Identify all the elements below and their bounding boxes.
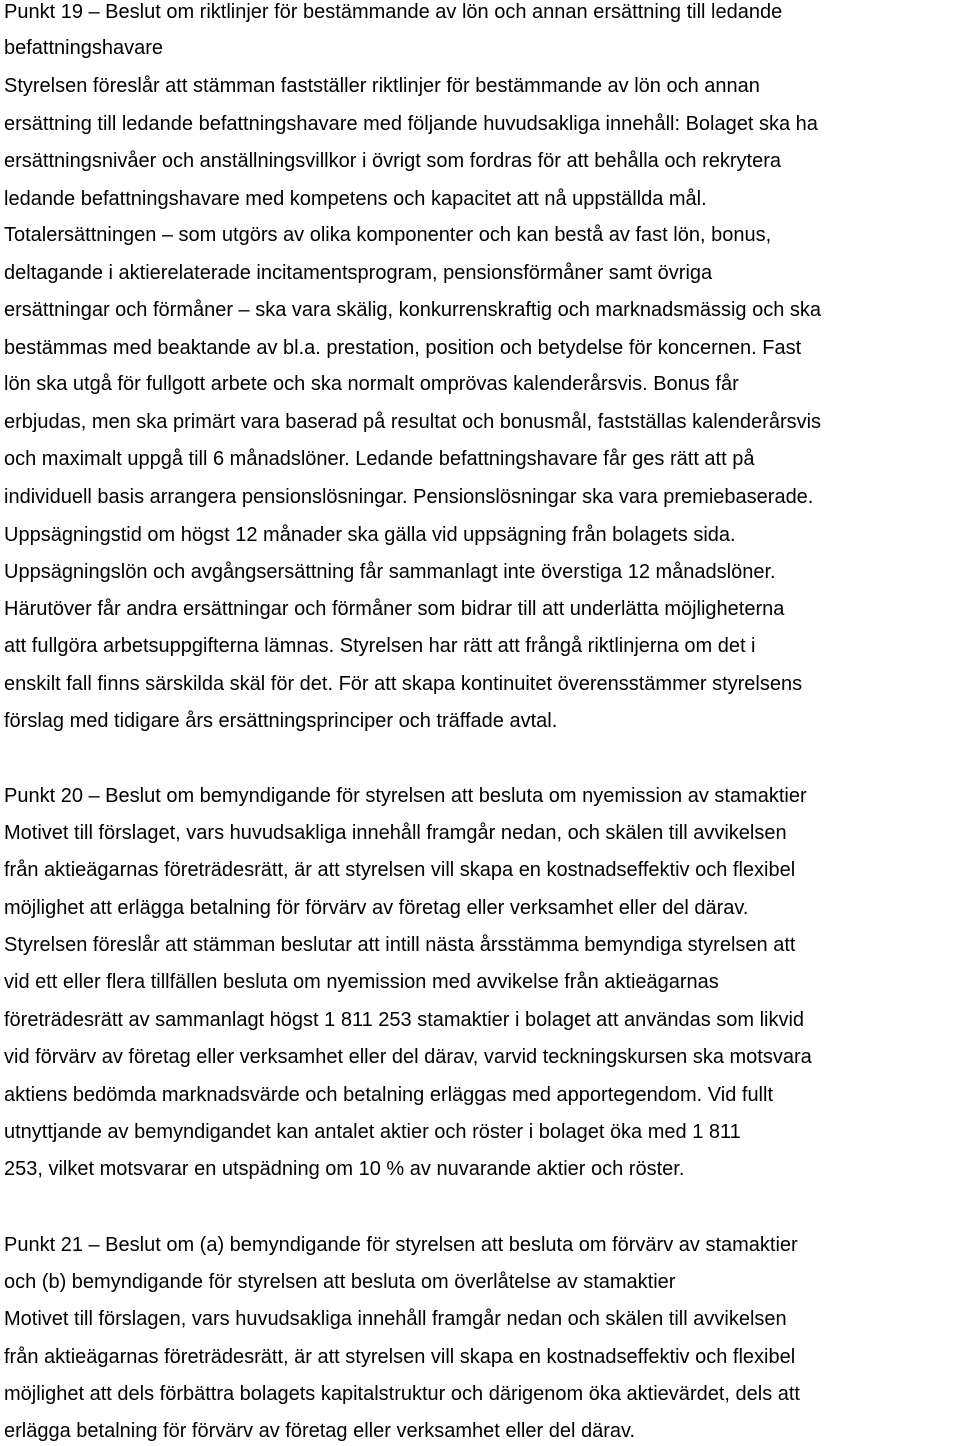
section-heading-line: Punkt 21 – Beslut om (a) bemyndigande för styrelsen att besluta om förvärv av stamaktier [4,1234,798,1256]
paragraph-line: bestämmas med beaktande av bl.a. prestation, position och betydelse för koncernen. Fast [4,337,802,359]
paragraph-line: utnyttjande av bemyndigandet kan antalet aktier och röster i bolaget öka med 1 811 [4,1121,741,1143]
paragraph-line: Härutöver får andra ersättningar och förmåner som bidrar till att underlätta möjligheterna [4,598,785,620]
paragraph-line: deltagande i aktierelaterade incitamentsprogram, pensionsförmåner samt övriga [4,262,713,284]
paragraph-line: Uppsägningstid om högst 12 månader ska gälla vid uppsägning från bolagets sida. [4,524,736,546]
paragraph-line: 253, vilket motsvarar en utspädning om 10 % av nuvarande aktier och röster. [4,1158,685,1180]
paragraph-line: vid ett eller flera tillfällen besluta om nyemission med avvikelse från aktieägarnas [4,971,719,993]
paragraph-line: ledande befattningshavare med kompetens och kapacitet att nå uppställda mål. [4,188,707,210]
paragraph-line: Styrelsen föreslår att stämman fastställer riktlinjer för bestämmande av lön och annan [4,75,760,97]
paragraph-line: Motivet till förslaget, vars huvudsakliga innehåll framgår nedan, och skälen till avvikelsen [4,822,787,844]
paragraph-line: möjlighet att erlägga betalning för förvärv av företag eller verksamhet eller del därav. [4,897,749,919]
paragraph-line: Totalersättningen – som utgörs av olika komponenter och kan bestå av fast lön, bonus, [4,224,772,246]
paragraph-line: från aktieägarnas företrädesrätt, är att styrelsen vill skapa en kostnadseffektiv och flexibel [4,859,796,881]
paragraph-line: Styrelsen föreslår att stämman beslutar att intill nästa årsstämma bemyndiga styrelsen att [4,934,796,956]
paragraph-line: företrädesrätt av sammanlagt högst 1 811 253 stamaktier i bolaget att användas som likvid [4,1009,805,1031]
paragraph-line: individuell basis arrangera pensionslösningar. Pensionslösningar ska vara premiebaserade. [4,486,814,508]
section-heading-line: och (b) bemyndigande för styrelsen att besluta om överlåtelse av stamaktier [4,1271,676,1293]
paragraph-line: och maximalt uppgå till 6 månadslöner. Ledande befattningshavare får ges rätt att på [4,448,755,470]
paragraph-line: lön ska utgå för fullgott arbete och ska normalt omprövas kalenderårsvis. Bonus får [4,373,739,395]
paragraph-line: vid förvärv av företag eller verksamhet eller del därav, varvid teckningskursen ska motsvara [4,1046,812,1068]
paragraph-line: erbjudas, men ska primärt vara baserad på resultat och bonusmål, fastställas kalenderårsvis [4,411,822,433]
paragraph-line: erlägga betalning för förvärv av företag eller verksamhet eller del därav. [4,1420,636,1442]
section-heading-line: befattningshavare [4,37,164,59]
paragraph-line: aktiens bedömda marknadsvärde och betalning erläggas med apportegendom. Vid fullt [4,1084,774,1106]
paragraph-line: ersättning till ledande befattningshavare med följande huvudsakliga innehåll: Bolaget ska ha [4,113,818,135]
paragraph-line: ersättningar och förmåner – ska vara skälig, konkurrenskraftig och marknadsmässig och ska [4,299,822,321]
paragraph-line: möjlighet att dels förbättra bolagets kapitalstruktur och därigenom öka aktievärdet, dels att [4,1383,800,1405]
paragraph-line: enskilt fall finns särskilda skäl för det. För att skapa kontinuitet överensstämmer styrelsens [4,673,803,695]
paragraph-line: ersättningsnivåer och anställningsvillkor i övrigt som fordras för att behålla och rekrytera [4,150,782,172]
paragraph-line: Motivet till förslagen, vars huvudsakliga innehåll framgår nedan och skälen till avvikelsen [4,1308,787,1330]
section-heading-line: Punkt 20 – Beslut om bemyndigande för styrelsen att besluta om nyemission av stamaktier [4,785,807,807]
section-heading-line: Punkt 19 – Beslut om riktlinjer för bestämmande av lön och annan ersättning till ledande [4,1,783,23]
paragraph-line: att fullgöra arbetsuppgifterna lämnas. Styrelsen har rätt att frångå riktlinjerna om det i [4,635,756,657]
paragraph-line: förslag med tidigare års ersättningsprinciper och träffade avtal. [4,710,558,732]
paragraph-line: Uppsägningslön och avgångsersättning får sammanlagt inte överstiga 12 månadslöner. [4,561,776,583]
paragraph-line: från aktieägarnas företrädesrätt, är att styrelsen vill skapa en kostnadseffektiv och flexibel [4,1346,796,1368]
